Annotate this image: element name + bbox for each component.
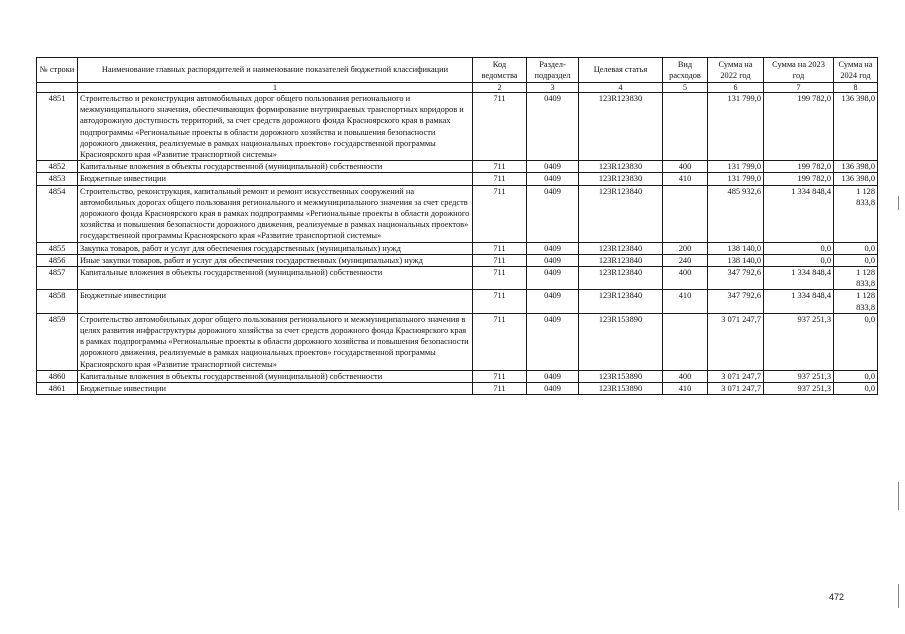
name-cell: Бюджетные инвестиции <box>78 290 473 313</box>
expense-kind-cell: 400 <box>663 267 708 290</box>
line-number-cell: 4859 <box>37 313 78 370</box>
expense-kind-cell: 410 <box>663 383 708 395</box>
section-cell: 0409 <box>527 93 579 161</box>
name-cell: Строительство и реконструкция автомобильных дорог общего пользования регионального и межмуниципального значения, обеспечивающих формирование внутрикраевых транспортных коридоров и автодорожную доступность территорий, за счет средств дорожного фонда Красноярского края в рамках подпрограммы «Региональные проекты в области дорожного хозяйства и повышения безопасности дорожного движения, реализуемые в рамках национальных проектов» государственной программы Красноярского края «Развитие транспортной системы» <box>78 93 473 161</box>
sum-2023-cell: 199 782,0 <box>764 173 834 185</box>
line-number-cell: 4855 <box>37 242 78 254</box>
target-article-cell: 123R123830 <box>579 161 663 173</box>
sum-2024-cell: 1 128 833,8 <box>834 267 878 290</box>
name-cell: Бюджетные инвестиции <box>78 173 473 185</box>
column-number-row <box>37 83 878 93</box>
agency-code-cell: 711 <box>473 185 527 242</box>
section-cell: 0409 <box>527 383 579 395</box>
target-article-cell: 123R153890 <box>579 383 663 395</box>
sum-2022-cell: 347 792,6 <box>708 267 764 290</box>
agency-code-cell: 711 <box>473 254 527 266</box>
name-cell: Строительство, реконструкция, капитальный ремонт и ремонт искусственных сооружений на автомобильных дорогах общего пользования регионального и межмуниципального значения за счет средств дорожного фонда Красноярского края в рамках подпрограммы «Региональные проекты в области дорожного хозяйства и повышения безопасности дорожного движения, реализуемые в рамках национальных проектов» государственной программы Красноярского края «Развитие транспортной системы» <box>78 185 473 242</box>
sum-2023-cell: 199 782,0 <box>764 161 834 173</box>
scan-edge-mark <box>898 196 899 210</box>
column-header-kind: Вид расходов <box>663 58 708 83</box>
sum-2022-cell: 347 792,6 <box>708 290 764 313</box>
line-number-cell: 4852 <box>37 161 78 173</box>
name-cell: Капитальные вложения в объекты государственной (муниципальной) собственности <box>78 161 473 173</box>
target-article-cell: 123R123830 <box>579 173 663 185</box>
table-row <box>37 290 878 313</box>
table-row <box>37 370 878 382</box>
name-cell: Капитальные вложения в объекты государственной (муниципальной) собственности <box>78 370 473 382</box>
agency-code-cell: 711 <box>473 370 527 382</box>
name-cell: Капитальные вложения в объекты государственной (муниципальной) собственности <box>78 267 473 290</box>
column-number: 4 <box>579 83 663 93</box>
sum-2023-cell: 937 251,3 <box>764 383 834 395</box>
section-cell: 0409 <box>527 267 579 290</box>
line-number-cell: 4860 <box>37 370 78 382</box>
sum-2024-cell: 0,0 <box>834 254 878 266</box>
expense-kind-cell: 240 <box>663 254 708 266</box>
table-row <box>37 254 878 266</box>
column-header-target: Целевая статья <box>579 58 663 83</box>
sum-2022-cell: 131 799,0 <box>708 161 764 173</box>
line-number-cell: 4853 <box>37 173 78 185</box>
sum-2023-cell: 1 334 848,4 <box>764 290 834 313</box>
agency-code-cell: 711 <box>473 290 527 313</box>
target-article-cell: 123R123840 <box>579 242 663 254</box>
column-number: 7 <box>764 83 834 93</box>
column-header-2022: Сумма на 2022 год <box>708 58 764 83</box>
column-header-section: Раздел-подраздел <box>527 58 579 83</box>
target-article-cell: 123R123840 <box>579 254 663 266</box>
expense-kind-cell: 410 <box>663 173 708 185</box>
expense-kind-cell <box>663 313 708 370</box>
agency-code-cell: 711 <box>473 267 527 290</box>
sum-2022-cell: 3 071 247,7 <box>708 370 764 382</box>
line-number-cell: 4854 <box>37 185 78 242</box>
sum-2023-cell: 937 251,3 <box>764 313 834 370</box>
line-number-cell: 4856 <box>37 254 78 266</box>
table-row <box>37 242 878 254</box>
column-header-line: № строки <box>37 58 78 83</box>
column-header-2023: Сумма на 2023 год <box>764 58 834 83</box>
sum-2022-cell: 3 071 247,7 <box>708 313 764 370</box>
column-header-name: Наименование главных распорядителей и наименование показателей бюджетной классификации <box>78 58 473 83</box>
table-row <box>37 93 878 161</box>
expense-kind-cell: 400 <box>663 370 708 382</box>
section-cell: 0409 <box>527 290 579 313</box>
sum-2024-cell: 0,0 <box>834 370 878 382</box>
sum-2024-cell: 0,0 <box>834 242 878 254</box>
agency-code-cell: 711 <box>473 161 527 173</box>
column-number: 2 <box>473 83 527 93</box>
line-number-cell: 4861 <box>37 383 78 395</box>
sum-2022-cell: 3 071 247,7 <box>708 383 764 395</box>
name-cell: Закупка товаров, работ и услуг для обеспечения государственных (муниципальных) нужд <box>78 242 473 254</box>
section-cell: 0409 <box>527 173 579 185</box>
expense-kind-cell: 200 <box>663 242 708 254</box>
sum-2022-cell: 138 140,0 <box>708 254 764 266</box>
target-article-cell: 123R153890 <box>579 313 663 370</box>
column-number: 6 <box>708 83 764 93</box>
scan-edge-mark <box>898 584 899 608</box>
sum-2024-cell: 136 398,0 <box>834 173 878 185</box>
page-number: 472 <box>829 592 845 602</box>
table-row <box>37 313 878 370</box>
sum-2023-cell: 0,0 <box>764 242 834 254</box>
name-cell: Иные закупки товаров, работ и услуг для обеспечения государственных (муниципальных) нужд <box>78 254 473 266</box>
column-header-2024: Сумма на 2024 год <box>834 58 878 83</box>
sum-2023-cell: 0,0 <box>764 254 834 266</box>
header-row <box>37 58 878 83</box>
agency-code-cell: 711 <box>473 93 527 161</box>
section-cell: 0409 <box>527 313 579 370</box>
column-number: 3 <box>527 83 579 93</box>
target-article-cell: 123R123840 <box>579 267 663 290</box>
target-article-cell: 123R123830 <box>579 93 663 161</box>
sum-2024-cell: 136 398,0 <box>834 161 878 173</box>
sum-2022-cell: 131 799,0 <box>708 93 764 161</box>
agency-code-cell: 711 <box>473 383 527 395</box>
expense-kind-cell: 400 <box>663 161 708 173</box>
name-cell: Строительство автомобильных дорог общего пользования регионального и межмуниципального значения в целях развития инфраструктуры дорожного хозяйства за счет средств дорожного фонда Красноярского края в рамках подпрограммы «Региональные проекты в области дорожного хозяйства и повышения безопасности дорожного движения, реализуемые в рамках национальных проектов» государственной программы Красноярского края «Развитие транспортной системы» <box>78 313 473 370</box>
sum-2024-cell: 1 128 833,8 <box>834 290 878 313</box>
expense-kind-cell: 410 <box>663 290 708 313</box>
table-row <box>37 185 878 242</box>
section-cell: 0409 <box>527 185 579 242</box>
table-row <box>37 267 878 290</box>
sum-2024-cell: 0,0 <box>834 313 878 370</box>
sum-2024-cell: 136 398,0 <box>834 93 878 161</box>
column-number: 1 <box>78 83 473 93</box>
section-cell: 0409 <box>527 242 579 254</box>
expense-kind-cell <box>663 185 708 242</box>
column-header-agency: Код ведомства <box>473 58 527 83</box>
sum-2023-cell: 199 782,0 <box>764 93 834 161</box>
table-row <box>37 383 878 395</box>
target-article-cell: 123R123840 <box>579 290 663 313</box>
expense-kind-cell <box>663 93 708 161</box>
line-number-cell: 4857 <box>37 267 78 290</box>
scan-edge-mark <box>898 482 899 510</box>
agency-code-cell: 711 <box>473 313 527 370</box>
sum-2022-cell: 485 932,6 <box>708 185 764 242</box>
table-row <box>37 173 878 185</box>
section-cell: 0409 <box>527 370 579 382</box>
sum-2022-cell: 131 799,0 <box>708 173 764 185</box>
budget-table <box>36 57 878 395</box>
sum-2024-cell: 1 128 833,8 <box>834 185 878 242</box>
column-number: 8 <box>834 83 878 93</box>
section-cell: 0409 <box>527 161 579 173</box>
line-number-cell: 4858 <box>37 290 78 313</box>
sum-2022-cell: 138 140,0 <box>708 242 764 254</box>
agency-code-cell: 711 <box>473 173 527 185</box>
sum-2024-cell: 0,0 <box>834 383 878 395</box>
agency-code-cell: 711 <box>473 242 527 254</box>
line-number-cell: 4851 <box>37 93 78 161</box>
sum-2023-cell: 1 334 848,4 <box>764 185 834 242</box>
target-article-cell: 123R153890 <box>579 370 663 382</box>
column-number <box>37 83 78 93</box>
section-cell: 0409 <box>527 254 579 266</box>
target-article-cell: 123R123840 <box>579 185 663 242</box>
sum-2023-cell: 1 334 848,4 <box>764 267 834 290</box>
name-cell: Бюджетные инвестиции <box>78 383 473 395</box>
column-number: 5 <box>663 83 708 93</box>
table-row <box>37 161 878 173</box>
sum-2023-cell: 937 251,3 <box>764 370 834 382</box>
